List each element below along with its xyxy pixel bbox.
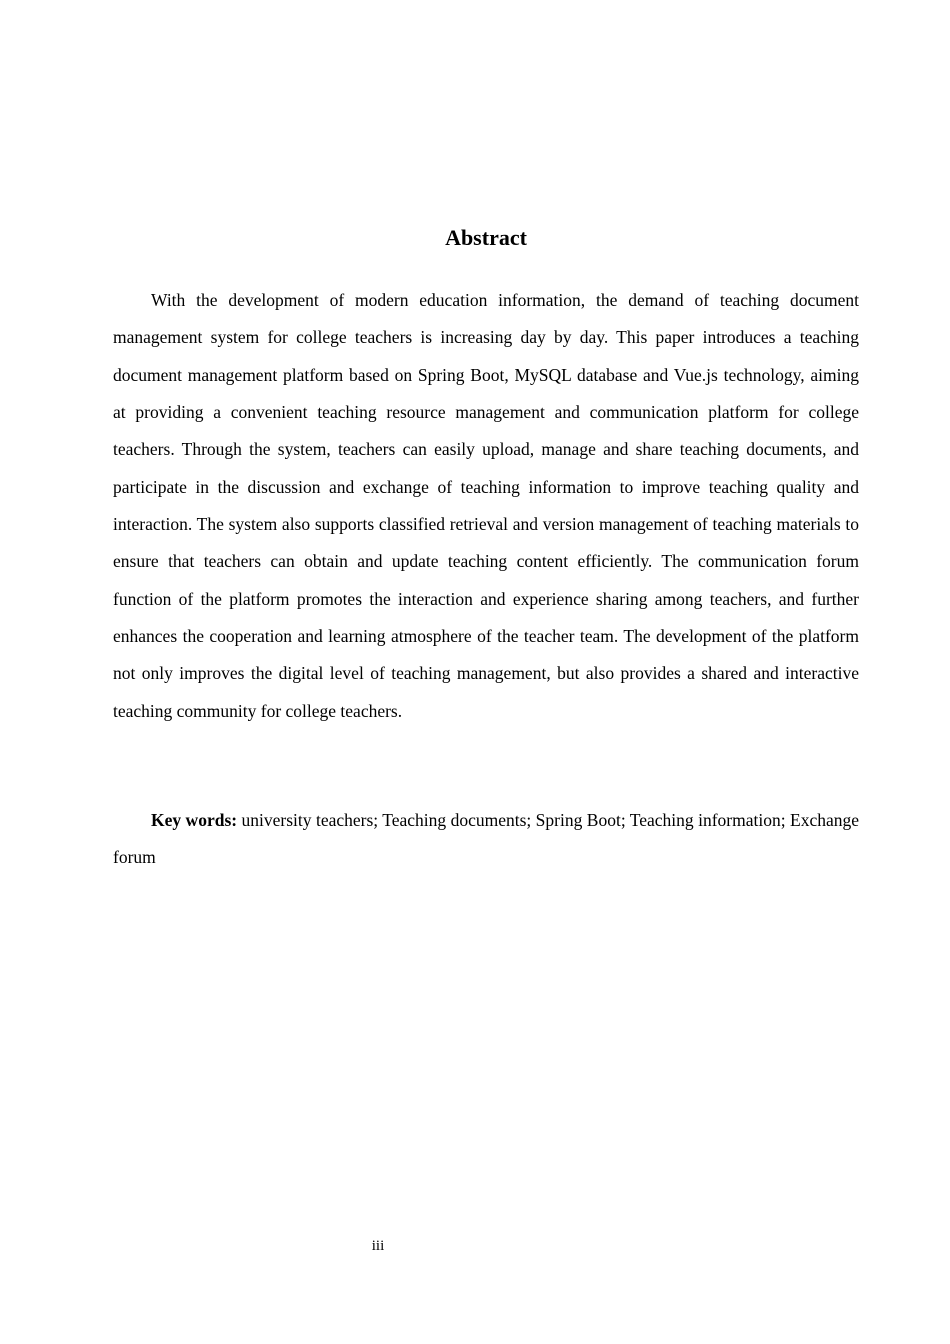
abstract-paragraph: With the development of modern education information, the demand of teaching document management system for college teachers is increasing day by day. This paper introduces a teaching document management platform based on Spring Boot, MySQL database and Vue.js technology, aiming at providing a convenient teaching resource management and communication platform for college teachers. Through the system, teachers can easily upload, manage and share teaching documents, and participate in the discussion and exchange of teaching information to improve teaching quality and interaction. The system also supports classified retrieval and version management of teaching materials to ensure that teachers can obtain and update teaching content efficiently. The communication forum function of the platform promotes the interaction and experience sharing among teachers, and further enhances the cooperation and learning atmosphere of the teacher team. The development of the platform not only improves the digital level of teaching management, but also provides a shared and interactive teaching community for college teachers.	[113, 290, 859, 721]
abstract-title: Abstract	[445, 225, 527, 250]
keywords-text: university teachers; Teaching documents; Spring Boot; Teaching information; Exchange forum	[113, 810, 860, 868]
page-number: iii	[371, 1238, 385, 1254]
keywords-label: Key words:	[151, 810, 238, 830]
keywords-paragraph	[113, 802, 859, 877]
